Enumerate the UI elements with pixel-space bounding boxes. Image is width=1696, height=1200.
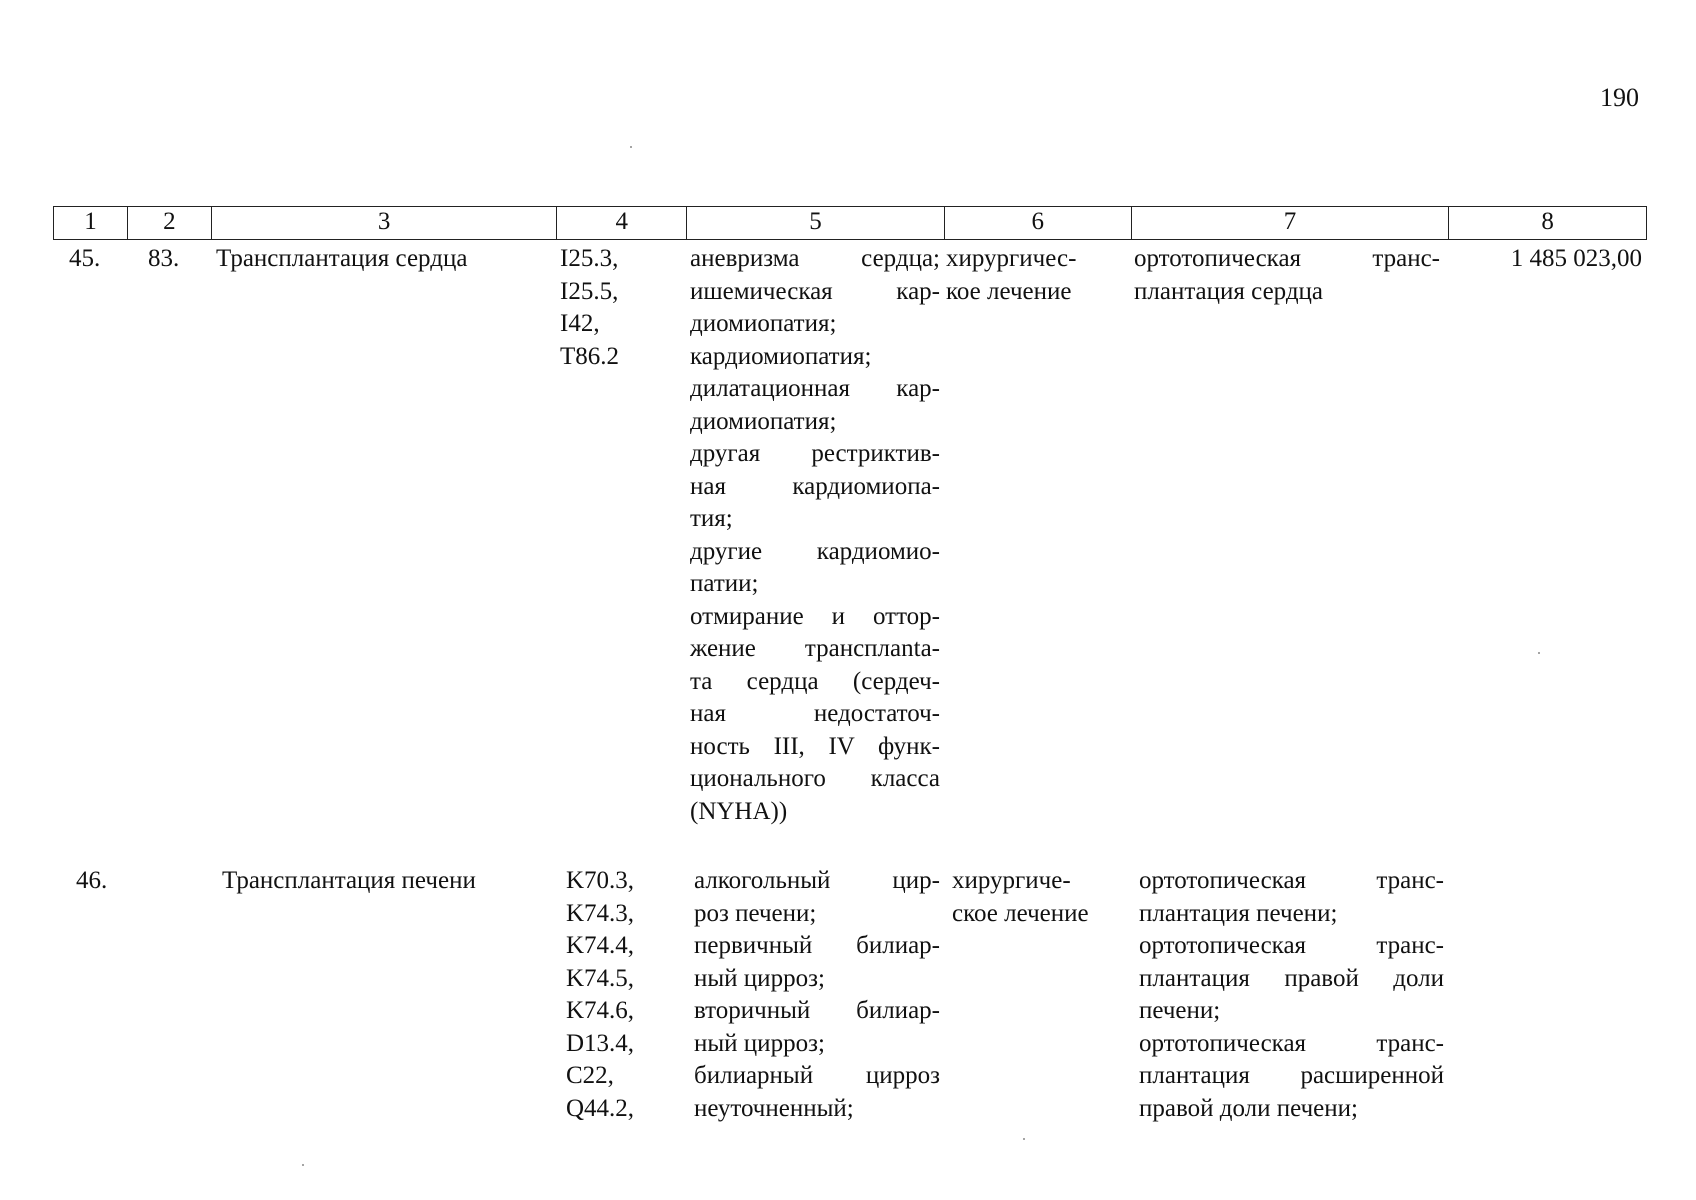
- method-line: печени;: [1139, 997, 1221, 1024]
- diagnosis-line: тия;: [690, 505, 733, 532]
- diagnosis-text: [690, 243, 940, 828]
- scan-speck: [302, 1164, 304, 1166]
- method-line: плантация расширенной: [1139, 1062, 1444, 1089]
- method-line: правой доли печени;: [1139, 1094, 1358, 1122]
- diagnosis-line: кардиомиопатия;: [690, 342, 872, 370]
- diagnosis-line: (NYHA)): [690, 797, 788, 825]
- treatment-line: хирургиче-: [952, 867, 1071, 894]
- method-text: [1134, 243, 1440, 308]
- diagnosis-line: ная кардиомиопа-: [690, 472, 940, 500]
- icd-code: I25.3,: [560, 245, 619, 272]
- header-col-3: 3: [211, 207, 557, 239]
- diagnosis-line: ционального класса: [690, 765, 940, 792]
- icd-code: K74.3,: [566, 899, 635, 927]
- diagnosis-line: алкогольный цир-: [694, 867, 940, 894]
- icd-code: K74.4,: [566, 932, 635, 959]
- header-col-6: 6: [944, 207, 1131, 239]
- scan-speck: [1023, 1138, 1025, 1140]
- method-line: ортотопическая транс-: [1139, 867, 1444, 894]
- diagnosis-line: диомиопатия;: [690, 310, 837, 337]
- method-line: ортотопическая транс-: [1134, 245, 1440, 272]
- diagnosis-line: ный цирроз;: [694, 1029, 825, 1057]
- icd-code: I42,: [560, 310, 600, 337]
- diagnosis-line: билиарный цирроз: [694, 1062, 940, 1089]
- page-number: 190: [1600, 83, 1639, 112]
- icd-code: I25.5,: [560, 277, 619, 305]
- diagnosis-line: ный цирроз;: [694, 964, 825, 992]
- row-title: Трансплантация сердца: [216, 245, 468, 272]
- diagnosis-line: диомиопатия;: [690, 407, 837, 435]
- icd-code: C22,: [566, 1062, 614, 1089]
- icd-codes: [566, 865, 634, 1125]
- row-number: 46.: [76, 867, 108, 894]
- diagnosis-line: другая рестриктив-: [690, 440, 940, 467]
- diagnosis-line: ная недостаточ-: [690, 700, 940, 727]
- table-header: [53, 206, 1647, 240]
- diagnosis-line: неуточненный;: [694, 1094, 854, 1122]
- icd-code: Q44.2,: [566, 1094, 635, 1122]
- diagnosis-line: ишемическая кар-: [690, 277, 940, 305]
- icd-code: K70.3,: [566, 867, 635, 894]
- header-col-8: 8: [1448, 207, 1646, 239]
- header-col-1: 1: [84, 208, 97, 235]
- method-line: ортотопическая транс-: [1139, 1029, 1444, 1057]
- header-col-4: 4: [556, 207, 686, 239]
- icd-code: T86.2: [560, 342, 620, 370]
- method-line: плантация сердца: [1134, 277, 1324, 305]
- method-text: [1139, 865, 1444, 1125]
- diagnosis-line: аневризма сердца;: [690, 245, 940, 272]
- scan-speck: [1538, 652, 1540, 654]
- header-col-5: 5: [686, 207, 944, 239]
- method-line: плантация правой доли: [1139, 964, 1444, 992]
- treatment-type: [946, 243, 1076, 308]
- treatment-type: [952, 865, 1089, 930]
- treatment-line: хирургичес-: [946, 245, 1077, 272]
- header-col-2: 2: [127, 207, 211, 239]
- diagnosis-line: роз печени;: [694, 899, 817, 927]
- row-title: Трансплантация печени: [222, 867, 476, 894]
- diagnosis-line: другие кардиомио-: [690, 537, 940, 565]
- diagnosis-line: та сердца (сердеч-: [690, 667, 940, 695]
- icd-code: K74.6,: [566, 997, 635, 1024]
- method-line: плантация печени;: [1139, 899, 1338, 927]
- header-col-7: 7: [1131, 207, 1449, 239]
- cost-value: 1 485 023,00: [1510, 245, 1642, 272]
- diagnosis-line: вторичный билиар-: [694, 997, 940, 1024]
- icd-code: D13.4,: [566, 1029, 635, 1057]
- diagnosis-line: отмирание и оттор-: [690, 602, 940, 630]
- diagnosis-text: [694, 865, 940, 1125]
- row-code: 83.: [148, 245, 180, 272]
- row-number: 45.: [69, 245, 101, 272]
- method-line: ортотопическая транс-: [1139, 932, 1444, 959]
- diagnosis-line: дилатационная кар-: [690, 375, 940, 402]
- scan-speck: [630, 146, 632, 148]
- treatment-line: ское лечение: [952, 899, 1089, 927]
- diagnosis-line: патии;: [690, 570, 759, 597]
- diagnosis-line: первичный билиар-: [694, 932, 940, 959]
- icd-code: K74.5,: [566, 964, 635, 992]
- diagnosis-line: жение трансплanta-: [690, 635, 940, 662]
- treatment-line: кое лечение: [946, 277, 1072, 305]
- diagnosis-line: ность III, IV функ-: [690, 732, 940, 760]
- icd-codes: [560, 243, 619, 373]
